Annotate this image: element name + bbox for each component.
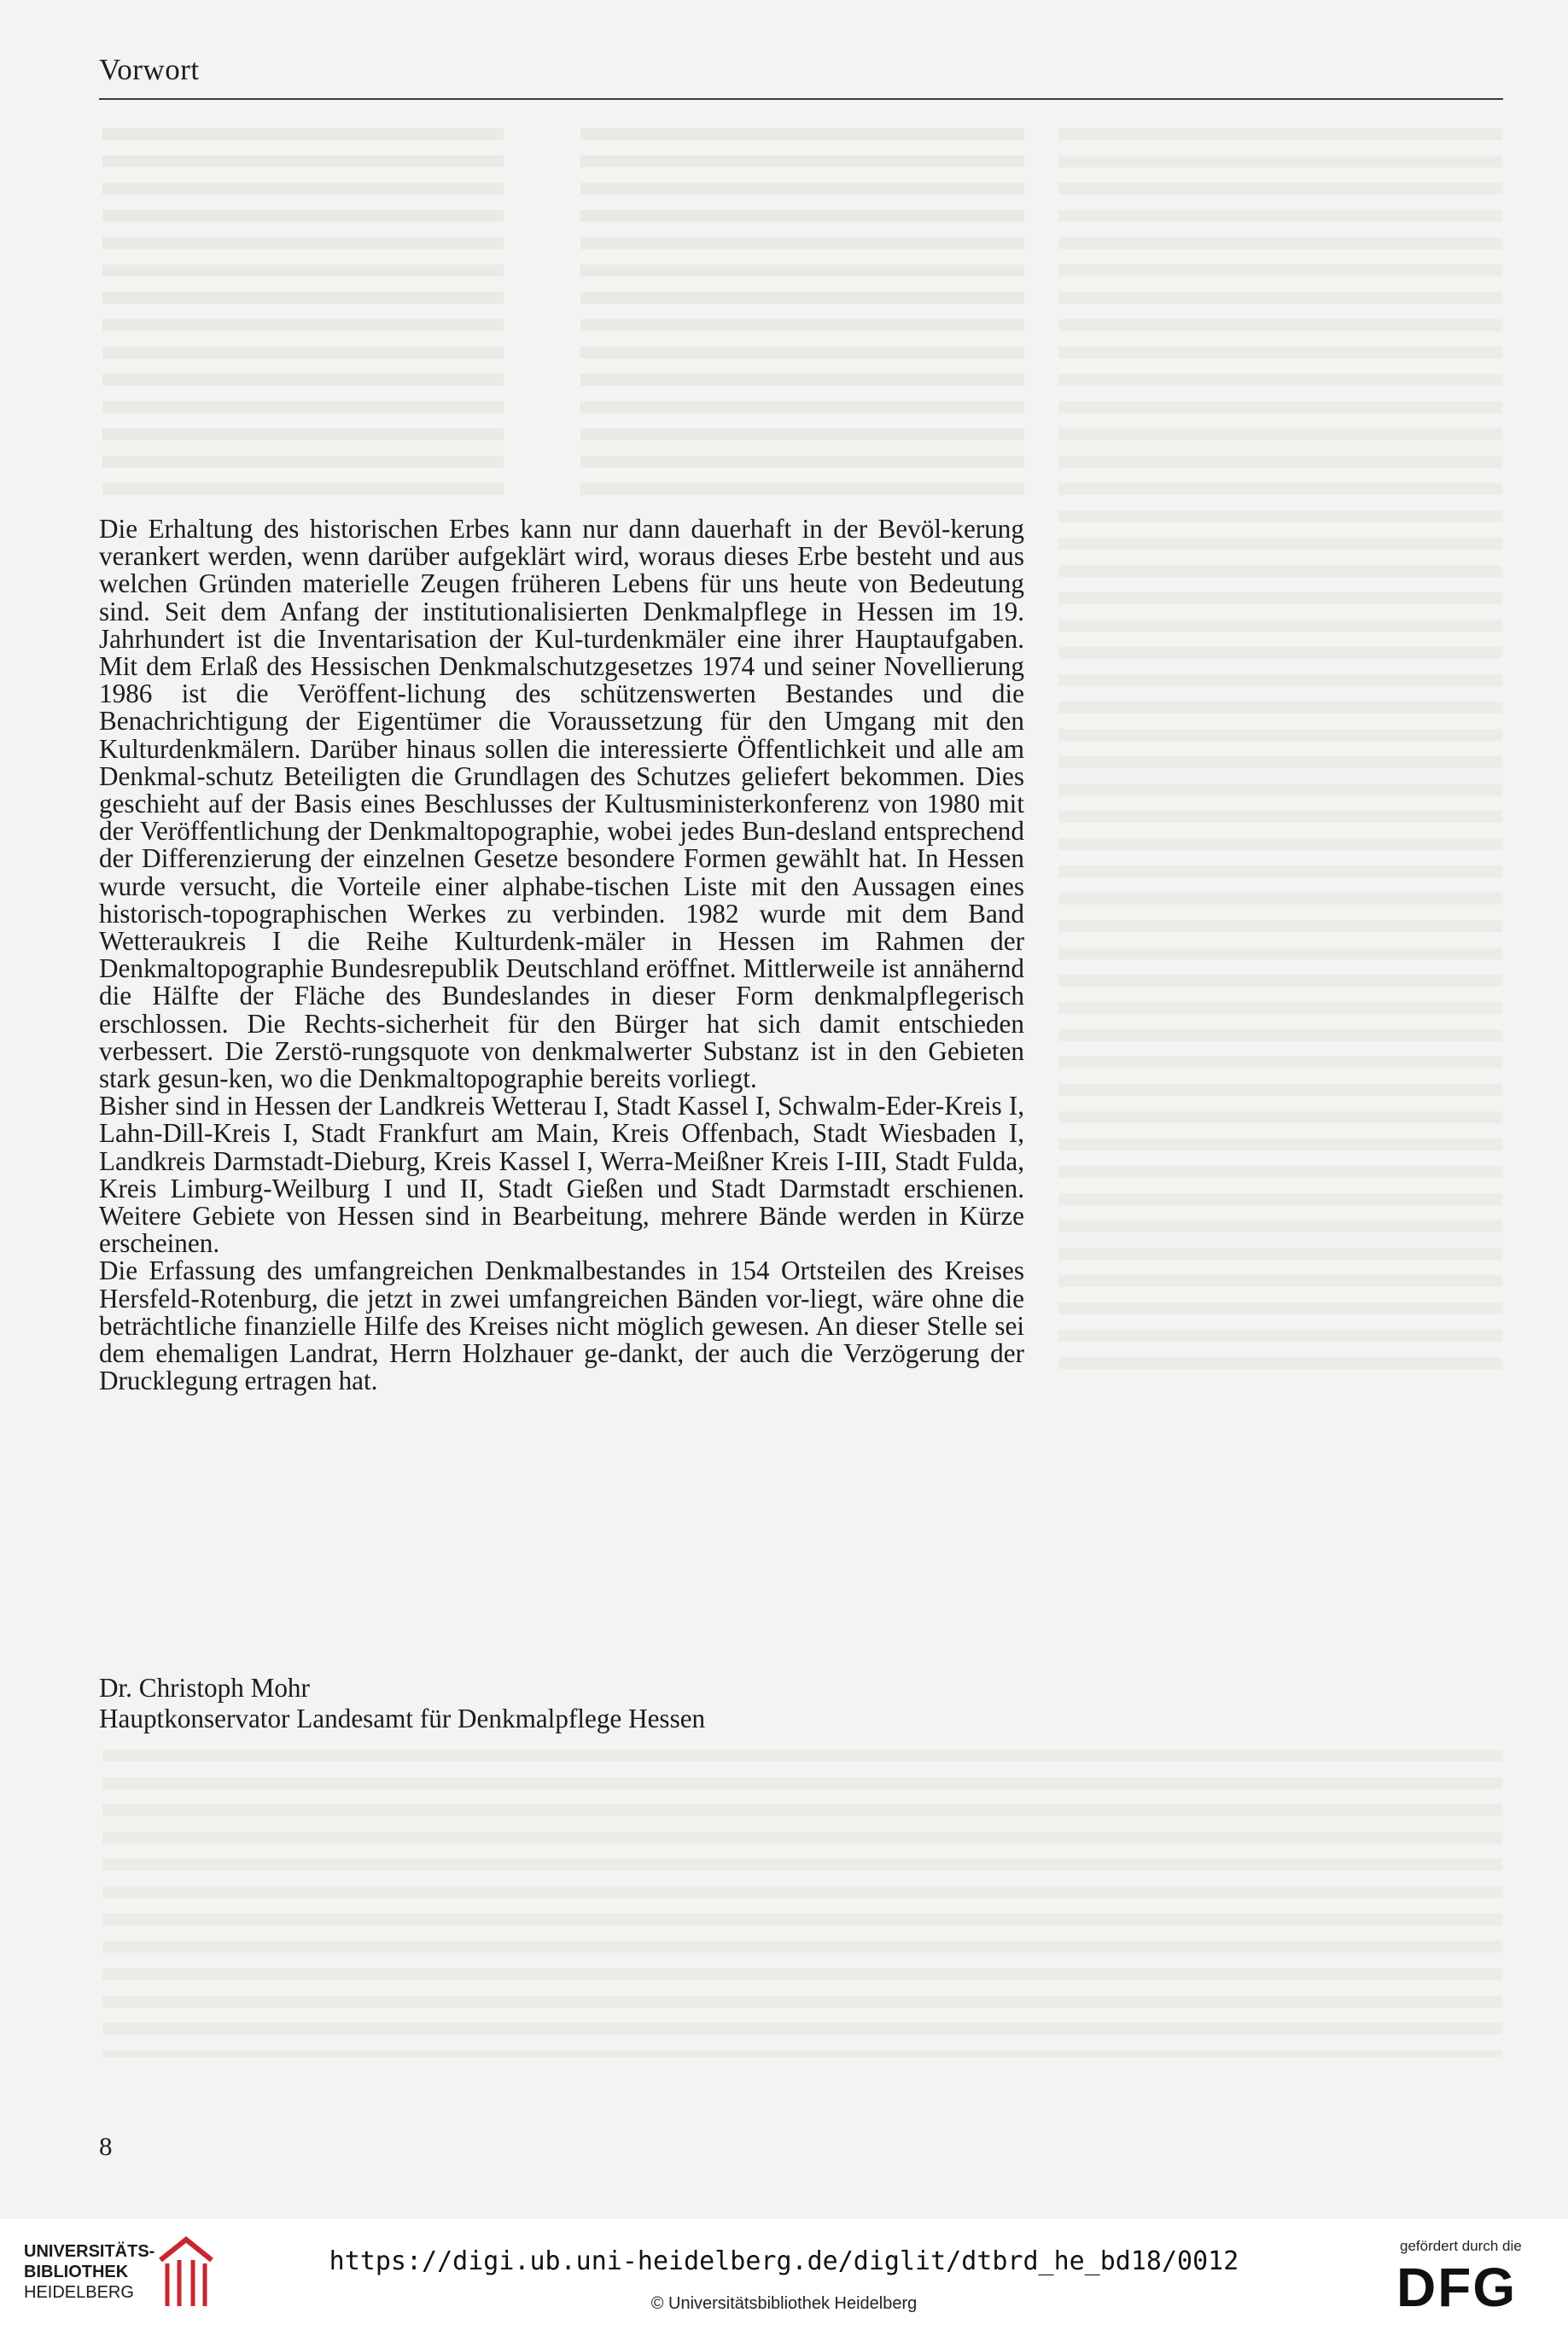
author-role: Hauptkonservator Landesamt für Denkmalpflege Hessen — [99, 1704, 706, 1733]
funding-caption: gefördert durch die — [1400, 2238, 1522, 2254]
page-number: 8 — [99, 2131, 113, 2161]
foreword-body — [99, 516, 1024, 1395]
paragraph: Bisher sind in Hessen der Landkreis Wetterau I, Stadt Kassel I, Schwalm-Eder-Kreis I, Lahn-Dill-Kreis I, Stadt Frankfurt am Main, Kreis Offenbach, Stadt Wiesbaden I, Landkreis Darmstadt-Dieburg, Kreis Kassel I, Werra-Meißner Kreis I-III, Stadt Fulda, Kreis Limburg-Weilburg I und II, Stadt Gießen und Stadt Darmstadt erschienen. Weitere Gebiete von Hessen sind in Bearbeitung, mehrere Bände werden in Kürze erscheinen. — [99, 1091, 1024, 1259]
paragraph: Die Erhaltung des historischen Erbes kann nur dann dauerhaft in der Bevöl-kerung verankert werden, wenn darüber aufgeklärt wird, woraus dieses Erbe besteht und aus welchen Gründen materielle Zeugen früheren Lebens für uns heute von Bedeutung sind. Seit dem Anfang der institutionalisierten Denkmalpflege in Hessen im 19. Jahrhundert ist die Inventarisation der Kul-turdenkmäler eine ihrer Hauptaufgaben. Mit dem Erlaß des Hessischen Denkmalschutzgesetzes 1974 und seiner Novellierung 1986 ist die Veröffent-lichung des schützenswerten Bestandes und die Benachrichtigung der Eigentümer die Voraussetzung für den Umgang mit den Kulturdenkmälern. Darüber hinaus sollen die interessierte Öffentlichkeit und alle am Denkmal-schutz Beteiligten die Grundlagen des Schutzes geliefert bekommen. Dies geschieht auf der Basis eines Beschlusses der Kultusministerkonferenz von 1980 mit der Veröffentlichung der Denkmaltopographie, wobei jedes Bun-desland entsprechend der Differenzierung der einzelnen Gesetze besondere Formen gewählt hat. In Hessen wurde versucht, die Vorteile einer alphabe-tischen Liste mit den Aussagen eines historisch-topographischen Werkes zu verbinden. 1982 wurde mit dem Band Wetteraukreis I die Reihe Kulturdenk-mäler in Hessen im Rahmen der Denkmaltopographie Bundesrepublik Deutschland eröffnet. Mittlerweile ist annähernd die Hälfte der Fläche des Bundeslandes in dieser Form denkmalpflegerisch erschlossen. Die Rechts-sicherheit für den Bürger hat sich damit entschieden verbessert. Die Zerstö-rungsquote von denkmalwerter Substanz ist in den Gebieten stark gesun-ken, wo die Denkmaltopographie bereits vorliegt. — [99, 514, 1024, 1094]
signature-block — [99, 1673, 705, 1734]
dfg-logo[interactable]: DFG — [1396, 2257, 1518, 2318]
author-name: Dr. Christoph Mohr — [99, 1673, 310, 1703]
copyright-notice: © Universitätsbibliothek Heidelberg — [650, 2294, 918, 2313]
library-name-line1: UNIVERSITÄTS- — [24, 2242, 155, 2261]
viewer-footer — [0, 2219, 1568, 2336]
permalink-url[interactable]: https://digi.ub.uni-heidelberg.de/diglit/dtbrd_he_bd18/0012 — [329, 2246, 1239, 2276]
library-name-line3: HEIDELBERG — [24, 2283, 134, 2302]
library-name-line2: BIBLIOTHEK — [24, 2263, 129, 2281]
page-title: Vorwort — [99, 53, 200, 86]
paragraph: Die Erfassung des umfangreichen Denkmalbestandes in 154 Ortsteilen des Kreises Hersfeld-Rotenburg, die jetzt in zwei umfangreichen Bänden vor-liegt, wäre ohne die beträchtliche finanzielle Hilfe des Kreises nicht möglich gewesen. An dieser Stelle sei dem ehemaligen Landrat, Herrn Holzhauer ge-dankt, der auch die Verzögerung der Drucklegung ertragen hat. — [99, 1255, 1024, 1396]
header-divider — [99, 98, 1503, 100]
